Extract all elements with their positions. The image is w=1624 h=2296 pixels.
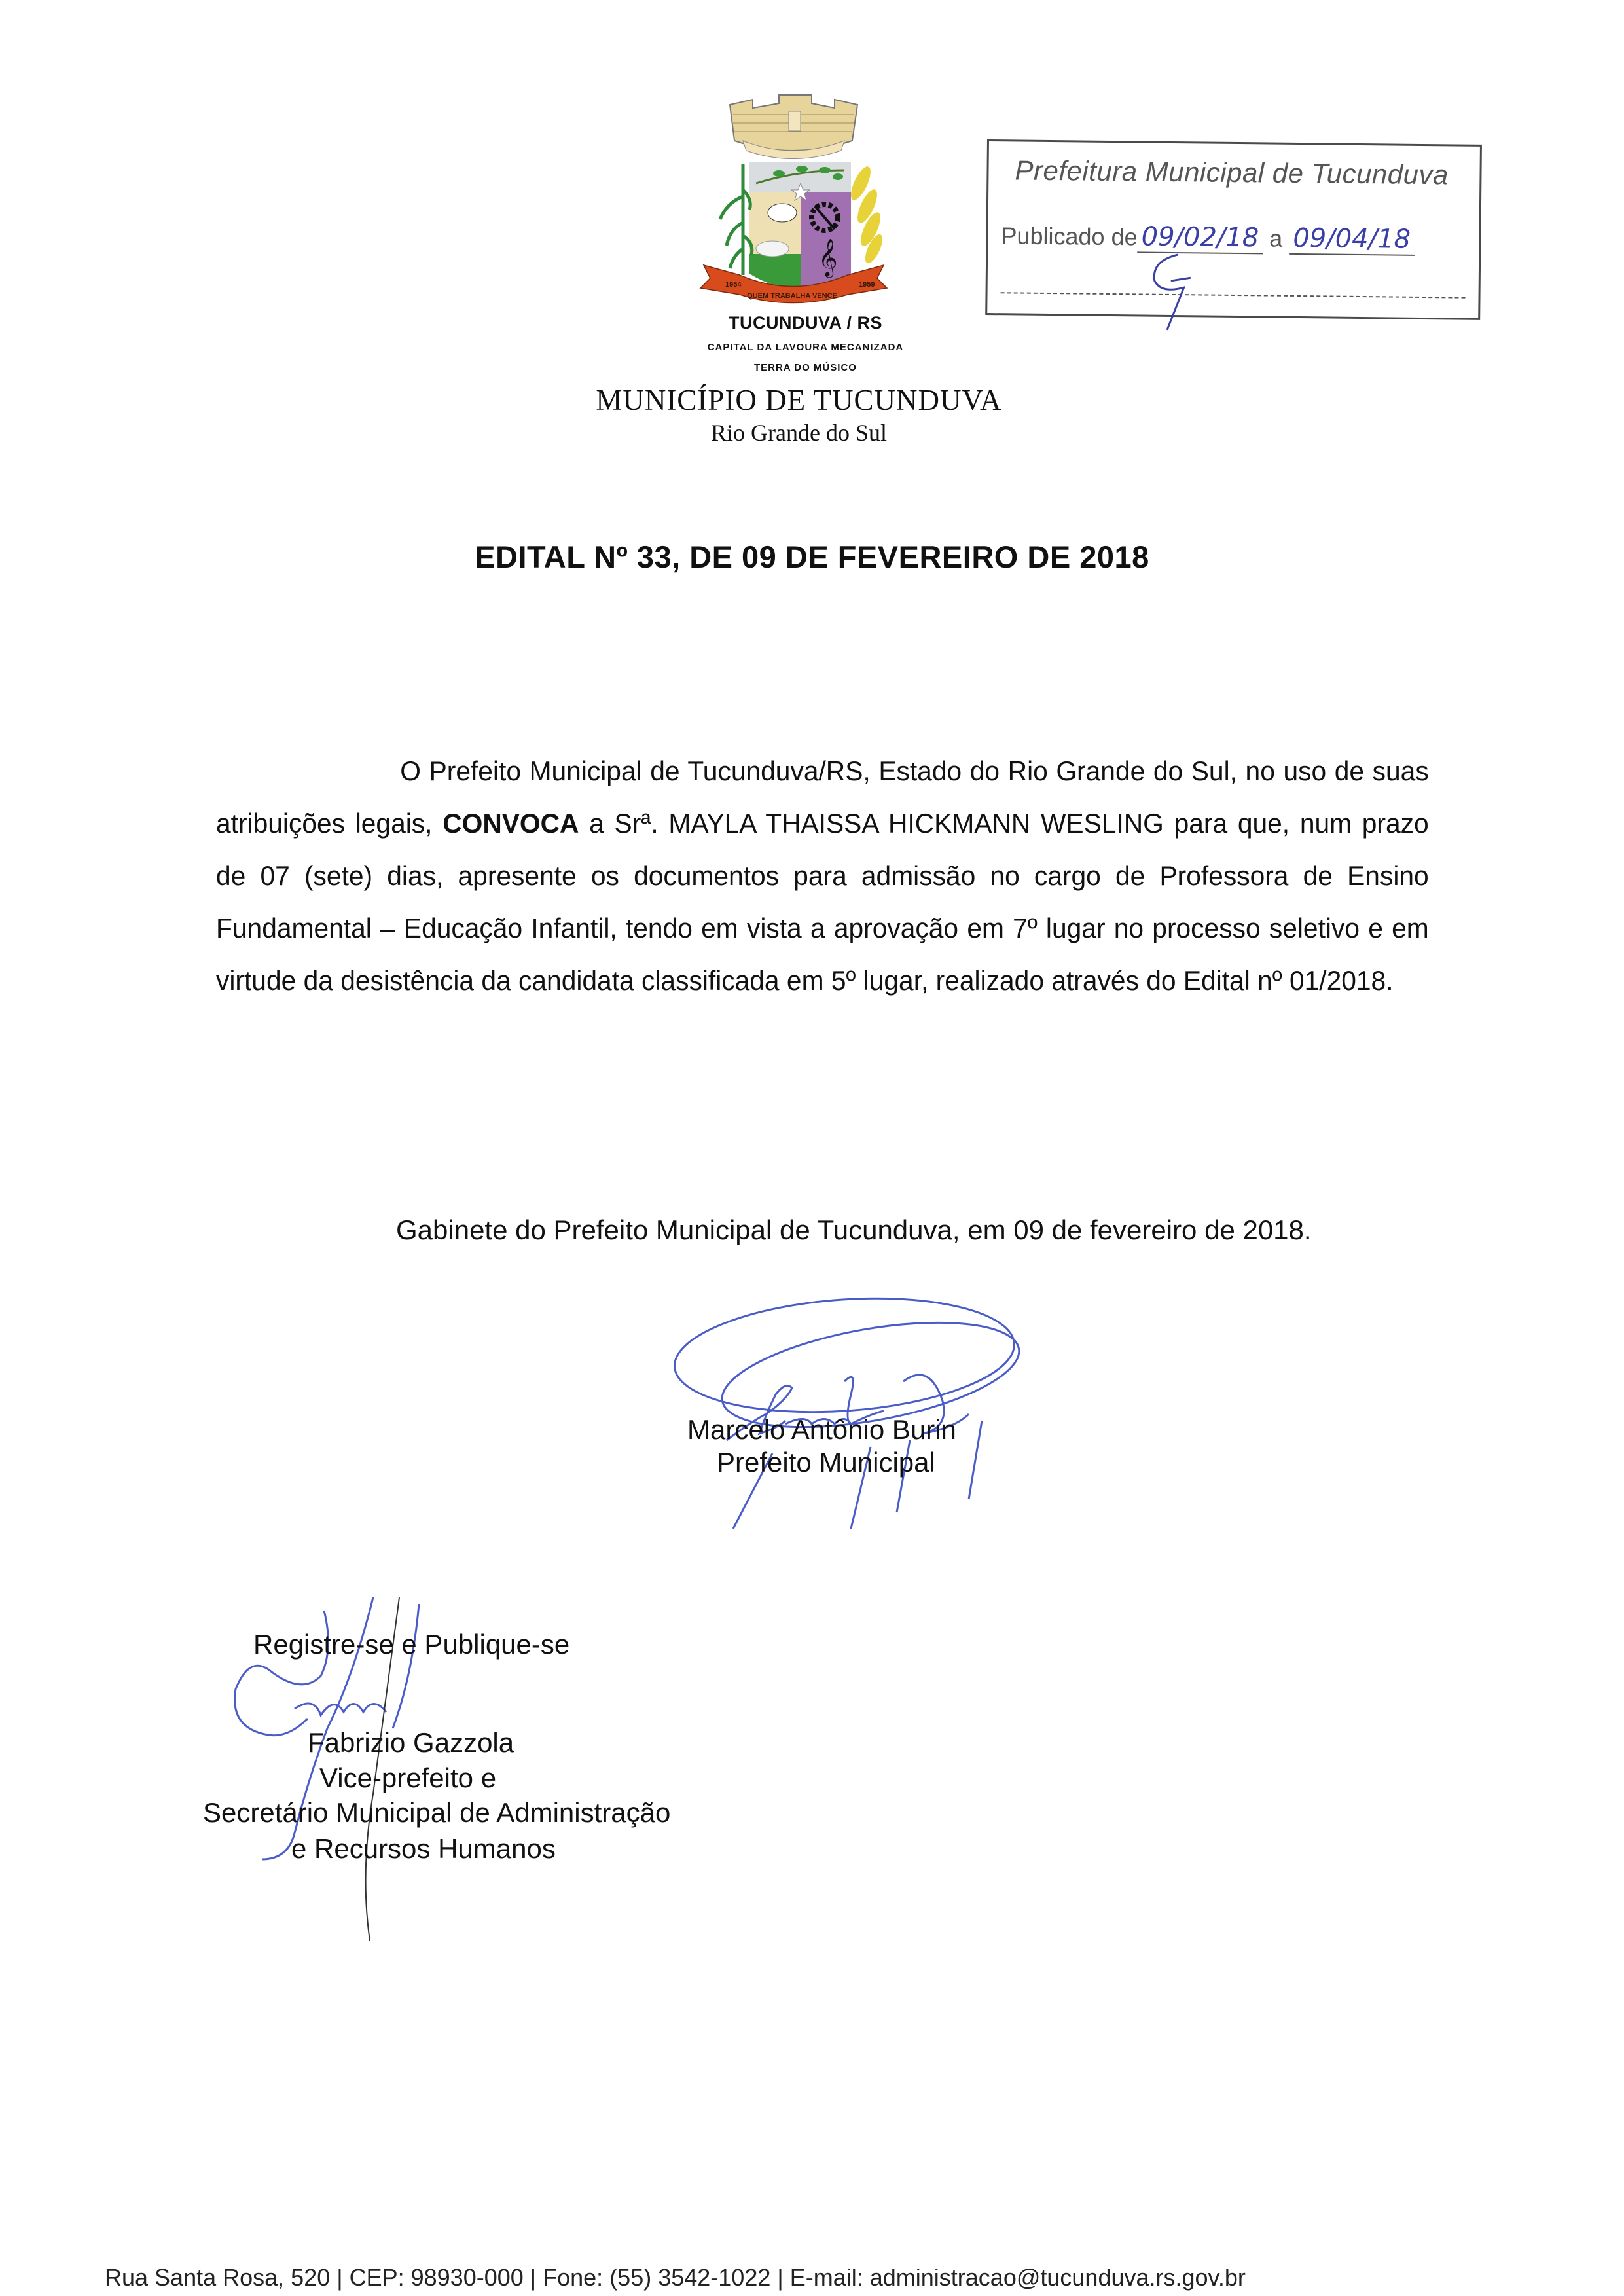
svg-text:𝄞: 𝄞 bbox=[818, 238, 838, 276]
stamp-title: Prefeitura Municipal de Tucunduva bbox=[1015, 155, 1449, 191]
wheat bbox=[847, 164, 886, 265]
tagline-musician: TERRA DO MÚSICO bbox=[754, 362, 857, 373]
body-rest: a Srª. MAYLA THAISSA HICKMANN WESLING para que, num prazo de 07 (sete) dias, apresente os documentos para admissão no cargo de Professora de Ensino Fundamental – Educação Infantil, tendo em vista a aprovação em 7º lugar no processo seletivo e em virtude da desistência da candidata classificada em 5º lugar, realizado através do Edital nº 01/2018. bbox=[216, 808, 1429, 996]
stamp-published-label: Publicado de bbox=[1001, 222, 1138, 251]
mural-crown bbox=[730, 95, 857, 159]
city-heading: TUCUNDUVA / RS bbox=[729, 313, 882, 333]
vice-mayor-role-2: Secretário Municipal de Administração bbox=[203, 1797, 671, 1828]
document-body bbox=[216, 745, 1429, 1007]
mayor-signature bbox=[655, 1283, 1060, 1532]
vice-mayor-name: Fabrizio Gazzola bbox=[308, 1727, 514, 1758]
vice-mayor-role-3: e Recursos Humanos bbox=[291, 1833, 556, 1864]
stamp-from-date: 09/02/18 bbox=[1137, 221, 1263, 254]
municipality-name: MUNICÍPIO DE TUCUNDUVA bbox=[596, 384, 1002, 416]
corn-plant bbox=[720, 164, 752, 275]
coat-of-arms-icon bbox=[681, 79, 903, 300]
ribbon-year-right: 1959 bbox=[859, 281, 875, 289]
closing-line: Gabinete do Prefeito Municipal de Tucunduva, em 09 de fevereiro de 2018. bbox=[396, 1214, 1312, 1245]
stamp-to-label: a bbox=[1269, 225, 1283, 252]
mayor-name: Marcelo Antônio Burin bbox=[687, 1414, 956, 1445]
body-convoca: CONVOCA bbox=[442, 808, 579, 839]
register-publish-line: Registre-se e Publique-se bbox=[253, 1629, 570, 1660]
footer-contact: Rua Santa Rosa, 520 | CEP: 98930-000 | Fone: (55) 3542-1022 | E-mail: administracao@tucunduva.rs.gov.br bbox=[105, 2264, 1246, 2291]
stamp-initials-signature bbox=[1138, 241, 1217, 333]
body-intro: O Prefeito Municipal de Tucunduva/RS, Estado do Rio Grande do Sul, no uso de suas atribuições legais, bbox=[216, 756, 1429, 839]
ribbon-year-left: 1954 bbox=[725, 281, 742, 289]
vice-mayor-role-1: Vice-prefeito e bbox=[319, 1762, 497, 1793]
publication-stamp bbox=[985, 139, 1482, 320]
state-name: Rio Grande do Sul bbox=[711, 420, 887, 446]
tagline-mechanized: CAPITAL DA LAVOURA MECANIZADA bbox=[707, 342, 904, 353]
mayor-role: Prefeito Municipal bbox=[717, 1447, 935, 1478]
shield bbox=[749, 162, 851, 290]
ribbon-motto: QUEM TRABALHA VENCE bbox=[747, 292, 837, 300]
stamp-signature-line bbox=[1001, 292, 1466, 298]
stamp-to-date: 09/04/18 bbox=[1289, 223, 1415, 256]
document-title: EDITAL Nº 33, DE 09 DE FEVEREIRO DE 2018 bbox=[475, 539, 1149, 574]
